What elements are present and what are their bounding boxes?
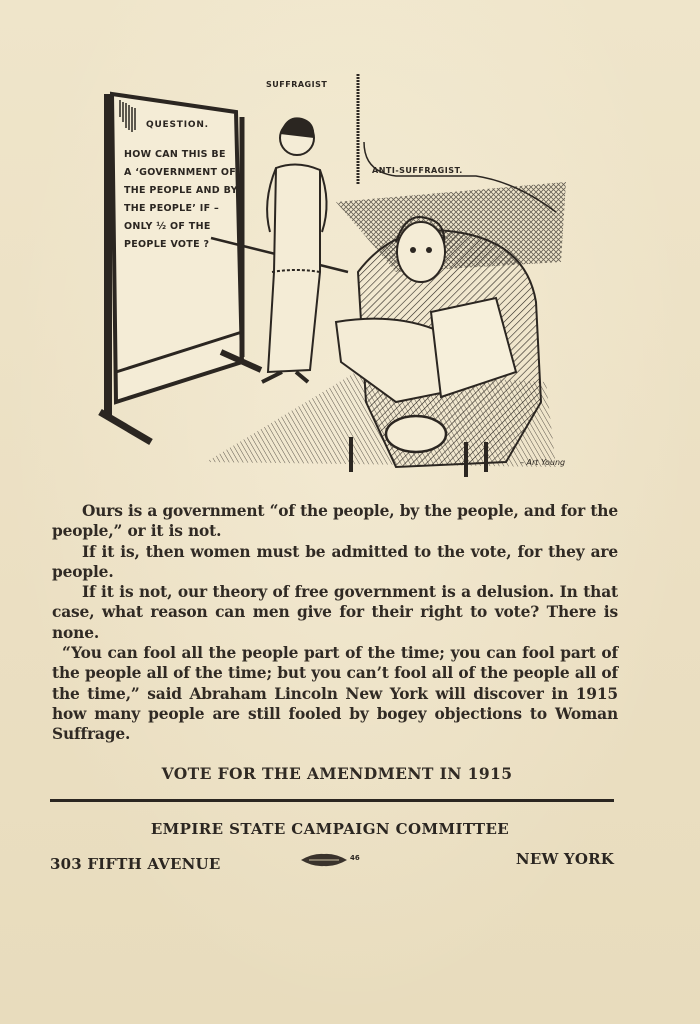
city: NEW YORK [515, 850, 614, 868]
blackboard-line: A ‘GOVERNMENT OF [124, 167, 237, 178]
artist-signature: – Art Young [520, 458, 566, 467]
blackboard-line: HOW CAN THIS BE [124, 149, 226, 160]
organization-name: EMPIRE STATE CAMPAIGN COMMITTEE [150, 820, 510, 838]
blackboard-line: THE PEOPLE’ IF – [124, 203, 220, 214]
paragraph: If it is, then women must be admitted to the vote, for they are people. [52, 542, 618, 581]
paragraph: If it is not, our theory of free government is a delusion. In that case, what reason can men give for their right to vote? There is none. [52, 583, 618, 642]
suffragist-label: SUFFRAGIST [266, 80, 328, 89]
paragraph: Ours is a government “of the people, by the people, and for the people,” or it is not. [52, 502, 618, 541]
call-to-action: VOTE FOR THE AMENDMENT IN 1915 [161, 764, 513, 783]
union-label-icon [301, 853, 347, 867]
blackboard-line: THE PEOPLE AND BY [124, 185, 238, 196]
body-text [52, 501, 618, 745]
cartoon-drawing [96, 72, 576, 482]
union-label-number: 46 [350, 854, 360, 862]
blackboard-line: ONLY ½ OF THE [124, 221, 211, 232]
divider [50, 799, 614, 802]
cartoon-illustration [96, 72, 576, 482]
blackboard-title: QUESTION. [146, 120, 209, 130]
blackboard-question [124, 146, 238, 254]
blackboard-line: PEOPLE VOTE ? [124, 239, 210, 250]
paragraph: “You can fool all the people part of the time; you can fool part of the people all of the time; but you can’t fool all of the people all of the time,” said Abraham Lincoln New York will discover in 1915 how many people are still fooled by bogey objections to Woman Suffrage. [52, 644, 618, 744]
address: 303 FIFTH AVENUE [50, 855, 221, 873]
anti-suffragist-label: ANTI-SUFFRAGIST. [372, 166, 463, 175]
